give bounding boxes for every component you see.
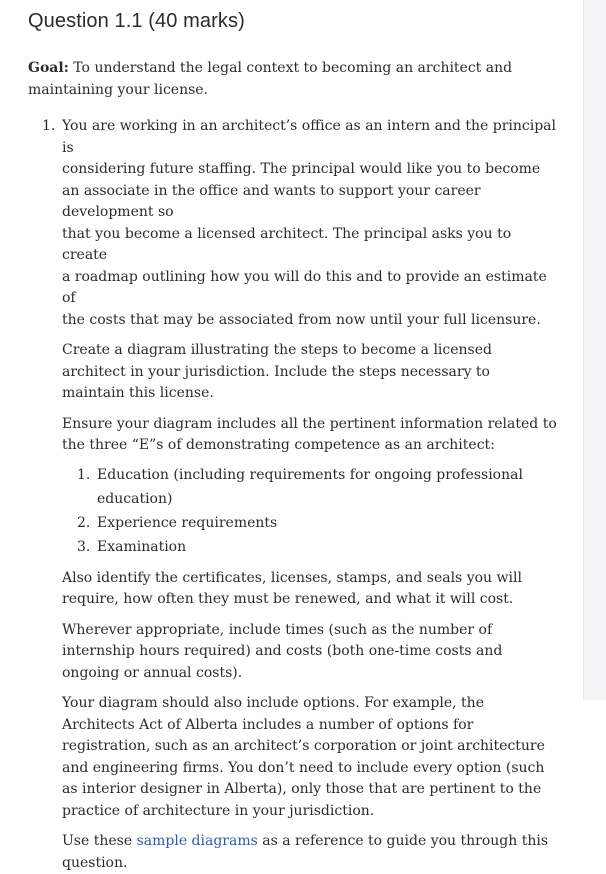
options-paragraph: Your diagram should also include options. For example, the Architects Act of Alberta includes a number of options for registration, such as an architect’s corporation or joint architecture and engineering firms. You don’t need to include every option (such as interior designer in Alberta), only those that are pertinent to the practice of architecture in your jurisdiction. [62, 695, 545, 819]
list-item-number: 1. [42, 118, 56, 134]
list-item-1 [42, 116, 557, 331]
scenario-line: the costs that may be associated from now until your full licensure. [62, 311, 541, 328]
reference-text-after: as a reference to guide you through this question. [62, 833, 549, 871]
competence-text: Education (including requirements for ongoing professional education) [97, 466, 523, 507]
goal-text: To understand the legal context to becoming an architect and maintaining your license. [28, 60, 513, 98]
scenario-line: a roadmap outlining how you will do this and to provide an estimate of [62, 268, 547, 306]
competence-text: Examination [97, 538, 187, 555]
competence-item [77, 535, 557, 559]
scenario-line: considering future staffing. The principal would like you to become [62, 161, 541, 177]
scenario-line: an associate in the office and wants to support your career development so [62, 182, 481, 220]
reference-paragraph [62, 831, 557, 874]
diagram-paragraph: Create a diagram illustrating the steps to become a licensed architect in your jurisdiction. Include the steps necessary to maintain this license. [62, 342, 492, 401]
scenario-line: that you become a licensed architect. The principal asks you to create [62, 225, 512, 263]
competence-number: 1. [77, 466, 91, 483]
sample-diagrams-link[interactable]: sample diagrams [136, 833, 258, 849]
competence-number: 2. [77, 514, 91, 531]
competence-list [77, 463, 557, 559]
question-title: Question 1.1 (40 marks) [28, 10, 245, 32]
scenario-line: You are working in an architect’s office as an intern and the principal is [62, 118, 556, 156]
identify-paragraph: Also identify the certificates, licenses, stamps, and seals you will require, how often they must be renewed, and what it will cost. [62, 569, 522, 607]
question-list [42, 116, 557, 874]
competence-item [77, 463, 557, 511]
goal-paragraph [28, 58, 558, 101]
scenario-paragraph [62, 116, 557, 331]
page-edge-strip [583, 0, 606, 700]
competence-text: Experience requirements [97, 514, 278, 531]
goal-label: Goal: [28, 60, 69, 76]
competence-item [77, 511, 557, 535]
ensure-paragraph: Ensure your diagram includes all the pertinent information related to the three “E”s of demonstrating competence as an architect: [62, 415, 557, 453]
reference-text-before: Use these [62, 833, 137, 849]
wherever-paragraph: Wherever appropriate, include times (such as the number of internship hours required) and costs (both one-time costs and ongoing or annual costs). [62, 621, 503, 681]
competence-number: 3. [77, 538, 91, 555]
